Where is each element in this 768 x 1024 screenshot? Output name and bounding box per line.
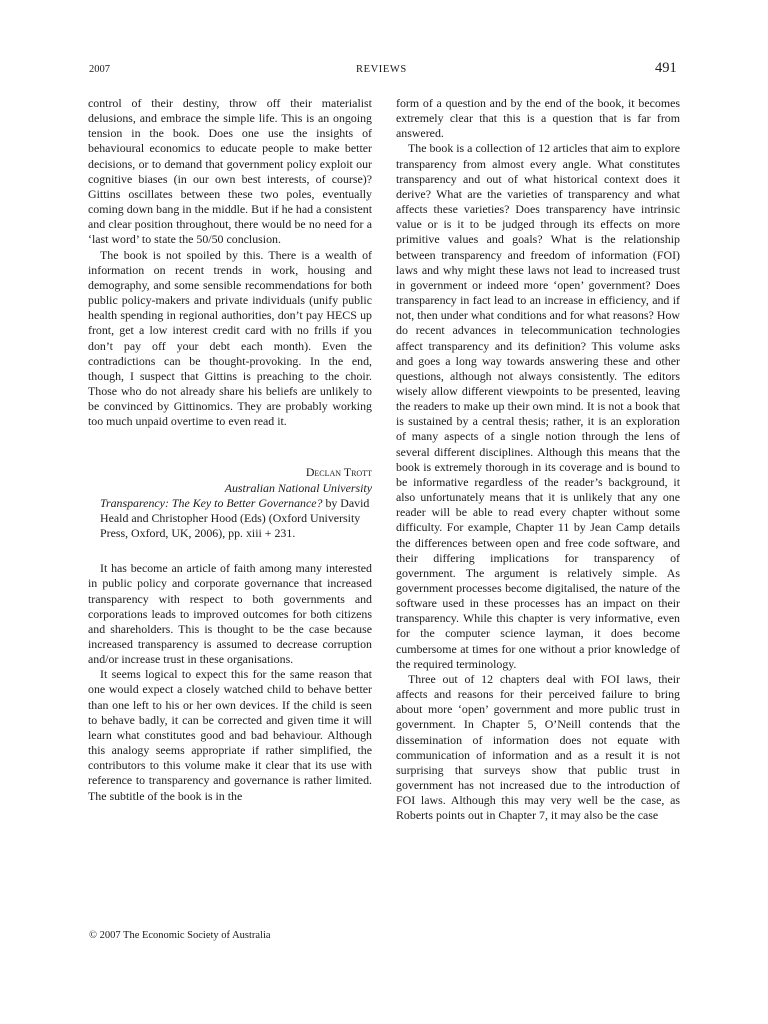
reviewer-name: Declan Trott — [305, 465, 372, 480]
book-details: by David Heald and Christopher Hood (Eds) (Oxford University Press, Oxford, UK, 2006), pp. xiii + 231. — [100, 495, 370, 541]
reviewer-signature — [88, 465, 372, 495]
running-header-section: REVIEWS — [356, 64, 407, 75]
page-number: 491 — [655, 60, 677, 76]
paragraph: Three out of 12 chapters deal with FOI laws, their affects and reasons for their perceived failure to bring about more ‘open’ government and more public trust in government. In Chapter 5, O’Neill contends that the dissemination of information does not equate with communication of information and as a result it is not surprising that surveys show that public trust in government has not increased due to the introduction of FOI laws. Although this may very well be the case, as Roberts points out in Chapter 7, it may also be the case — [396, 671, 680, 823]
left-column — [88, 96, 372, 804]
book-title: Transparency: The Key to Better Governance? — [100, 495, 323, 510]
copyright-footer: © 2007 The Economic Society of Australia — [89, 930, 271, 941]
book-reference — [88, 496, 372, 541]
running-header-year: 2007 — [89, 64, 110, 75]
reviewer-affiliation: Australian National University — [224, 480, 372, 495]
paragraph: control of their destiny, throw off their materialist delusions, and embrace the simple life. This is an ongoing tension in the book. Does one use the insights of behavioural economics to educate people to make better decisions, or to demand that government policy exploit our cognitive biases (in our own best interests, of course)? Gittins oscillates between these two poles, eventually coming down bang in the middle. But if he had a consistent and clear position throughout, there would be no need for a ‘last word’ to state the 50/50 conclusion. — [88, 96, 372, 247]
paragraph: It has become an article of faith among many interested in public policy and corporate governance that increased transparency with respect to both governments and corporations leads to improved outcomes for both citizens and shareholders. This is thought to be the case because increased transparency is assumed to decrease corruption and/or increase trust in these organisations. — [88, 561, 372, 667]
paragraph: The book is not spoiled by this. There is a wealth of information on recent trends in work, housing and demography, and some sensible recommendations for both public policy-makers and private individuals (unify public health spending in regional authorities, don’t pay HECS up front, get a low interest credit card with no frills if you don’t pay off your debt each month). Even the contradictions can be thought-provoking. In the end, though, I suspect that Gittins is preaching to the choir. Those who do not already share his beliefs are unlikely to be convinced by Gittinomics. They are probably working too much unpaid overtime to even read it. — [88, 247, 372, 429]
paragraph: The book is a collection of 12 articles that aim to explore transparency from almost every angle. What constitutes transparency and out of what historical context does it derive? What are the varieties of transparency and what affects these varieties? Does transparency have intrinsic value or is it to be judged through its effects on more primitive values and goals? What is the relationship between transparency and freedom of information (FOI) laws and why might these laws not lead to increased trust in government or indeed more ‘open’ government? Does transparency in fact lead to an increase in efficiency, and if not, then under what conditions and for what reasons? How do recent advances in telecommunication technologies affect transparency and its definition? This volume asks and goes a long way towards answering these and other questions, although not always consistently. The editors wisely allow different viewpoints to be presented, leaving the readers to make up their own mind. It is not a book that is sustained by a central thesis; rather, it is an exploration of many aspects of a single notion through the lens of several different disciplines. Although this means that the book is extremely thorough in its coverage and is bound to be informative regardless of the reader’s background, it also unfortunately means that it is unlikely that any one reader will be able to read every chapter without some difficulty. For example, Chapter 11 by Jean Camp details the differences between open and free code software, and their differing implications for transparency of government. The argument is relatively simple. As government processes become digitalised, the nature of the software used in these processes has an impact on their transparency. While this chapter is very informative, even for the computer science layman, it does become cumbersome at times for one without a prior knowledge of the required terminology. — [396, 141, 680, 671]
right-column — [396, 96, 680, 824]
paragraph: form of a question and by the end of the book, it becomes extremely clear that this is a question that is far from answered. — [396, 96, 680, 141]
paragraph: It seems logical to expect this for the same reason that one would expect a closely watched child to behave better than one left to his or her own devices. If the child is seen to behave badly, it can be corrected and given time it will learn what constitutes good and bad behaviour. Although this analogy seems appropriate if rather simplified, the contributors to this volume make it clear that its use with reference to transparency and governance is rather limited. The subtitle of the book is in the — [88, 667, 372, 803]
